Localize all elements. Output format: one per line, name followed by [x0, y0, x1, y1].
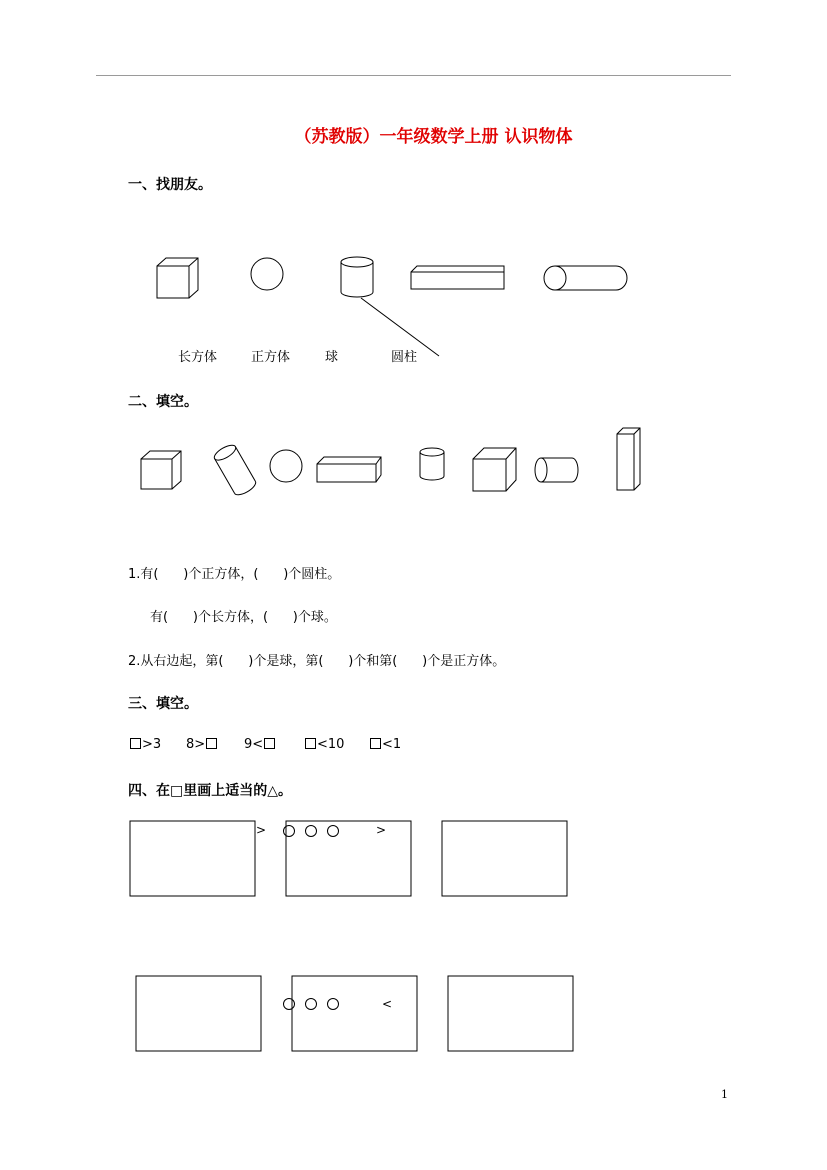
small-cylinder-shape: [420, 448, 444, 480]
cuboid-shape-2: [317, 457, 381, 482]
sphere-shape-1: [251, 258, 283, 290]
cube-shape-2: [141, 451, 181, 489]
label-sphere: 球: [325, 350, 339, 365]
blank-box[interactable]: [305, 738, 316, 749]
compare-item-2: 8>: [186, 737, 218, 752]
cube-shape-1: [157, 258, 198, 298]
answer-box-3: [442, 821, 567, 896]
answer-box-2: [286, 821, 411, 896]
circle-mark: [306, 826, 317, 837]
label-cuboid: 长方体: [178, 350, 218, 365]
question-1-line-1: 1.有( )个正方体，( )个圆柱。: [128, 567, 341, 582]
section-2-heading: 二、填空。: [128, 394, 198, 410]
circle-mark: [328, 999, 339, 1010]
cylinder-shape-1: [341, 257, 373, 297]
blank-box[interactable]: [264, 738, 275, 749]
answer-box-1: [130, 821, 255, 896]
answer-box-5: [292, 976, 417, 1051]
blank-box[interactable]: [370, 738, 381, 749]
tilted-cylinder-shape: [212, 442, 258, 497]
sphere-shape-2: [270, 450, 302, 482]
compare-item-1: >3: [129, 737, 161, 752]
compare-item-4: <10: [304, 737, 344, 752]
answer-box-4: [136, 976, 261, 1051]
circle-mark: [328, 826, 339, 837]
label-cube: 正方体: [251, 350, 291, 365]
circle-mark: [284, 826, 295, 837]
question-1-line-2: 有( )个长方体，( )个球。: [150, 610, 337, 625]
section-1-heading: 一、找朋友。: [128, 177, 212, 193]
greater-than-symbol: >: [256, 823, 267, 837]
compare-item-3: 9<: [244, 737, 276, 752]
page-number: 1: [721, 1088, 728, 1101]
cuboid-shape-1: [411, 266, 504, 289]
cube-shape-3: [473, 448, 516, 491]
lying-cylinder-shape-1: [544, 266, 627, 290]
blank-box[interactable]: [130, 738, 141, 749]
circle-mark: [284, 999, 295, 1010]
blank-box[interactable]: [206, 738, 217, 749]
question-2: 2.从右边起，第( )个是球，第( )个和第( )个是正方体。: [128, 654, 506, 669]
label-cylinder: 圆柱: [391, 350, 418, 365]
section-4-heading: 四、在□里画上适当的△。: [128, 783, 292, 799]
greater-than-symbol: >: [376, 823, 387, 837]
circle-mark: [306, 999, 317, 1010]
tall-cuboid-shape: [617, 428, 640, 490]
page-title: （苏教版）一年级数学上册 认识物体: [294, 127, 573, 147]
less-than-symbol: <: [382, 997, 393, 1011]
lying-cylinder-shape-2: [535, 458, 578, 482]
section-3-heading: 三、填空。: [128, 696, 198, 712]
answer-box-6: [448, 976, 573, 1051]
compare-item-5: <1: [369, 737, 401, 752]
